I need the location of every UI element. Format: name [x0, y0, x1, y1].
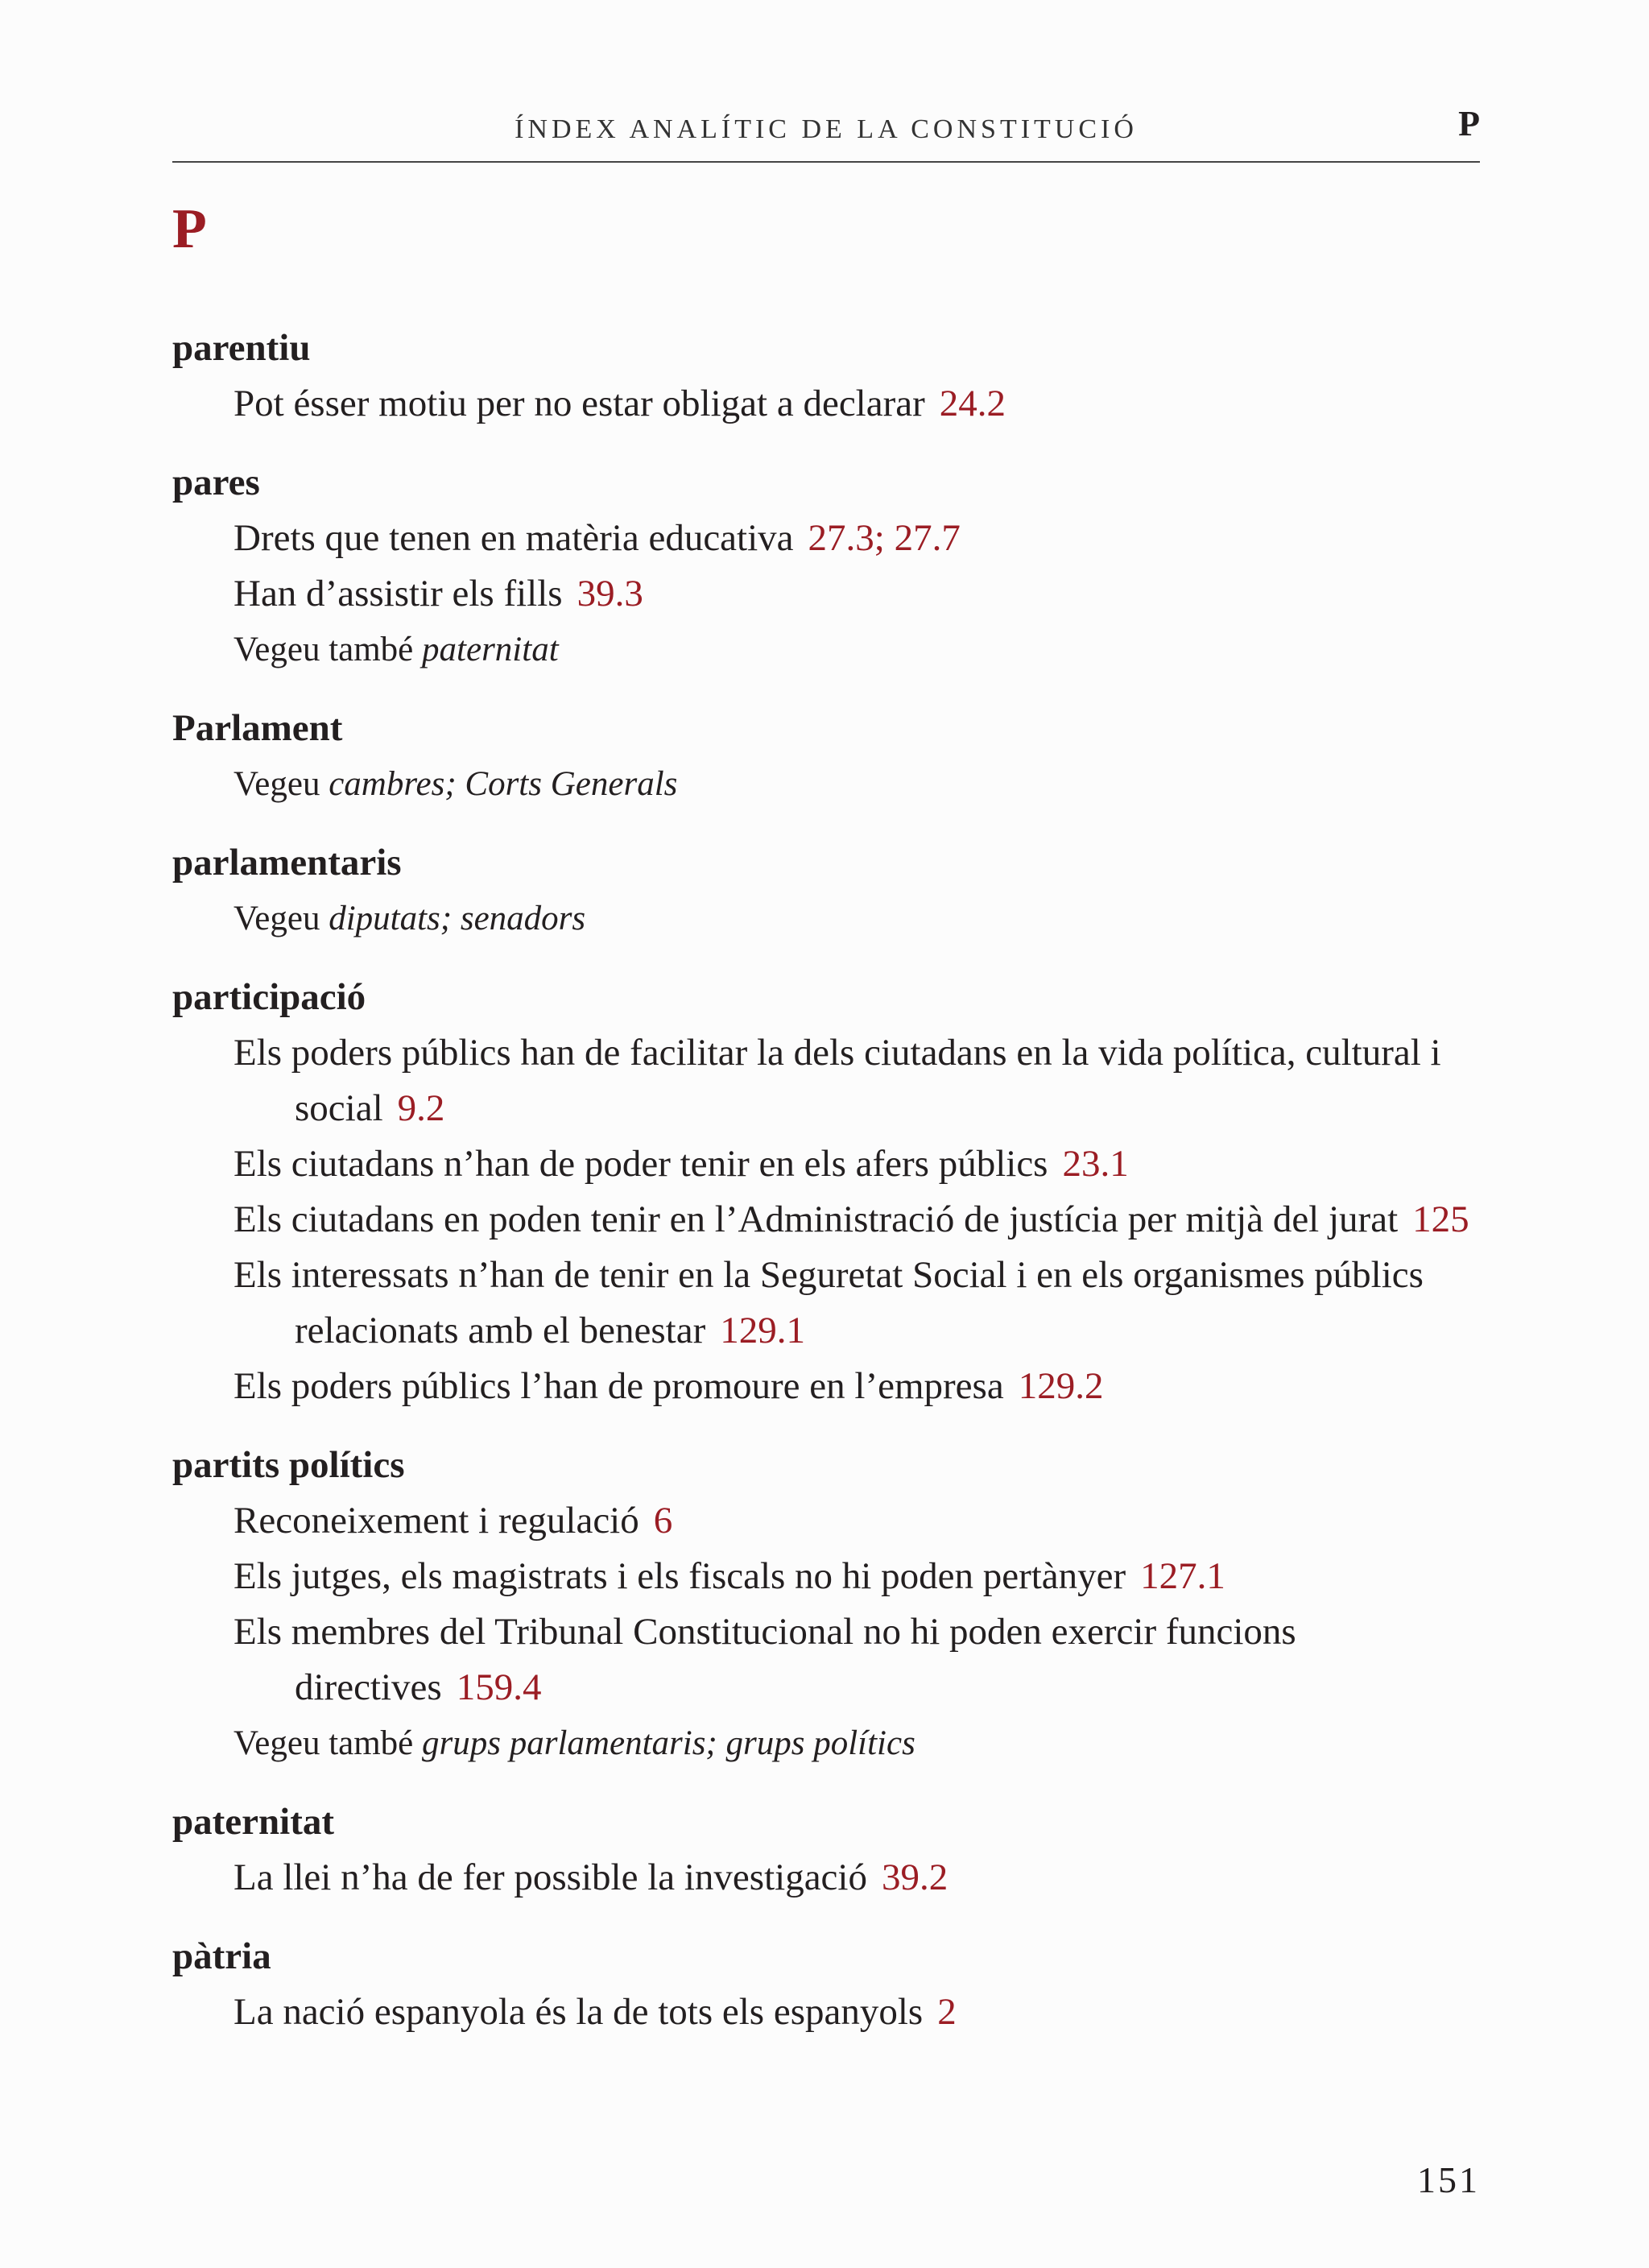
subentry: [172, 1850, 1493, 1906]
article-reference: 6: [653, 1500, 673, 1542]
index-entry: [172, 455, 1493, 677]
index-entry: [172, 1794, 1493, 1906]
see-also-targets: cambres; Corts Generals: [329, 765, 678, 803]
subentry: [172, 1136, 1493, 1192]
article-reference: 159.4: [456, 1666, 542, 1708]
see-also-targets: grups parlamentaris; grups polítics: [422, 1724, 915, 1762]
subentry-text: La llei n’ha de fer possible la investigació: [234, 1856, 867, 1898]
subentry-text: Els ciutadans n’han de poder tenir en els afers públics: [234, 1143, 1048, 1185]
article-reference: 125: [1412, 1198, 1469, 1240]
index-entry: [172, 835, 1493, 946]
entry-term: pares: [172, 461, 260, 503]
subentry-text: Pot ésser motiu per no estar obligat a declarar: [234, 383, 925, 424]
article-reference: 39.3: [577, 573, 643, 615]
subentry: [172, 1025, 1493, 1136]
subentry: [172, 376, 1493, 432]
see-also: [172, 891, 1493, 946]
article-reference: 24.2: [939, 383, 1006, 424]
subentry: [172, 1604, 1493, 1715]
see-also: [172, 756, 1493, 812]
subentry: [172, 1359, 1493, 1414]
subentry-text: Els membres del Tribunal Constitucional no hi poden exercir funcions directives: [234, 1611, 1296, 1708]
entry-term: parentiu: [172, 327, 311, 369]
see-also: [172, 1715, 1493, 1771]
subentry-text: Els poders públics han de facilitar la dels ciutadans en la vida política, cultural i social: [234, 1032, 1441, 1129]
subentry-text: Els interessats n’han de tenir en la Seguretat Social i en els organismes públics relacionats amb el benestar: [234, 1254, 1424, 1351]
entry-term: Parlament: [172, 707, 343, 749]
page-number: 151: [1417, 2159, 1480, 2200]
article-reference: 129.2: [1018, 1365, 1104, 1407]
see-also: [172, 622, 1493, 677]
subentry-text: Han d’assistir els fills: [234, 573, 563, 615]
article-reference: 2: [937, 1991, 957, 2033]
see-also-prefix: Vegeu: [234, 765, 320, 803]
index-entry: [172, 1929, 1493, 2040]
subentry-text: Drets que tenen en matèria educativa: [234, 517, 794, 559]
running-head: [172, 103, 1480, 163]
see-also-targets: diputats; senadors: [329, 900, 586, 937]
article-reference: 27.3; 27.7: [808, 517, 961, 559]
subentry: [172, 511, 1493, 566]
article-reference: 9.2: [397, 1087, 445, 1129]
entry-term: participació: [172, 976, 366, 1018]
section-letter: P: [172, 198, 207, 260]
subentry: [172, 1493, 1493, 1549]
entry-term: paternitat: [172, 1801, 335, 1843]
entry-term: parlamentaris: [172, 842, 402, 884]
see-also-targets: paternitat: [422, 631, 559, 668]
index-entry: [172, 1438, 1493, 1771]
subentry-text: Els jutges, els magistrats i els fiscals no hi poden pertànyer: [234, 1555, 1126, 1597]
article-reference: 39.2: [881, 1856, 948, 1898]
subentry: [172, 1192, 1493, 1248]
article-reference: 127.1: [1140, 1555, 1225, 1597]
running-letter: P: [1458, 104, 1480, 143]
see-also-prefix: Vegeu: [234, 900, 320, 937]
see-also-prefix: Vegeu també: [234, 1724, 414, 1762]
subentry-text: Els poders públics l’han de promoure en l’empresa: [234, 1365, 1004, 1407]
subentry: [172, 1248, 1493, 1359]
article-reference: 23.1: [1062, 1143, 1129, 1185]
subentry-text: Reconeixement i regulació: [234, 1500, 639, 1542]
entry-term: pàtria: [172, 1935, 271, 1977]
entry-term: partits polítics: [172, 1444, 405, 1486]
index-entry: [172, 321, 1493, 432]
subentry: [172, 1549, 1493, 1604]
article-reference: 129.1: [720, 1310, 805, 1351]
subentry-text: Els ciutadans en poden tenir en l’Administració de justícia per mitjà del jurat: [234, 1198, 1399, 1240]
subentry: [172, 1984, 1493, 2040]
subentry-text: La nació espanyola és la de tots els espanyols: [234, 1991, 924, 2033]
running-title: ÍNDEX ANALÍTIC DE LA CONSTITUCIÓ: [515, 114, 1138, 144]
index-entries: [172, 321, 1493, 2063]
index-entry: [172, 970, 1493, 1414]
see-also-prefix: Vegeu també: [234, 631, 414, 668]
index-entry: [172, 701, 1493, 812]
subentry: [172, 566, 1493, 622]
